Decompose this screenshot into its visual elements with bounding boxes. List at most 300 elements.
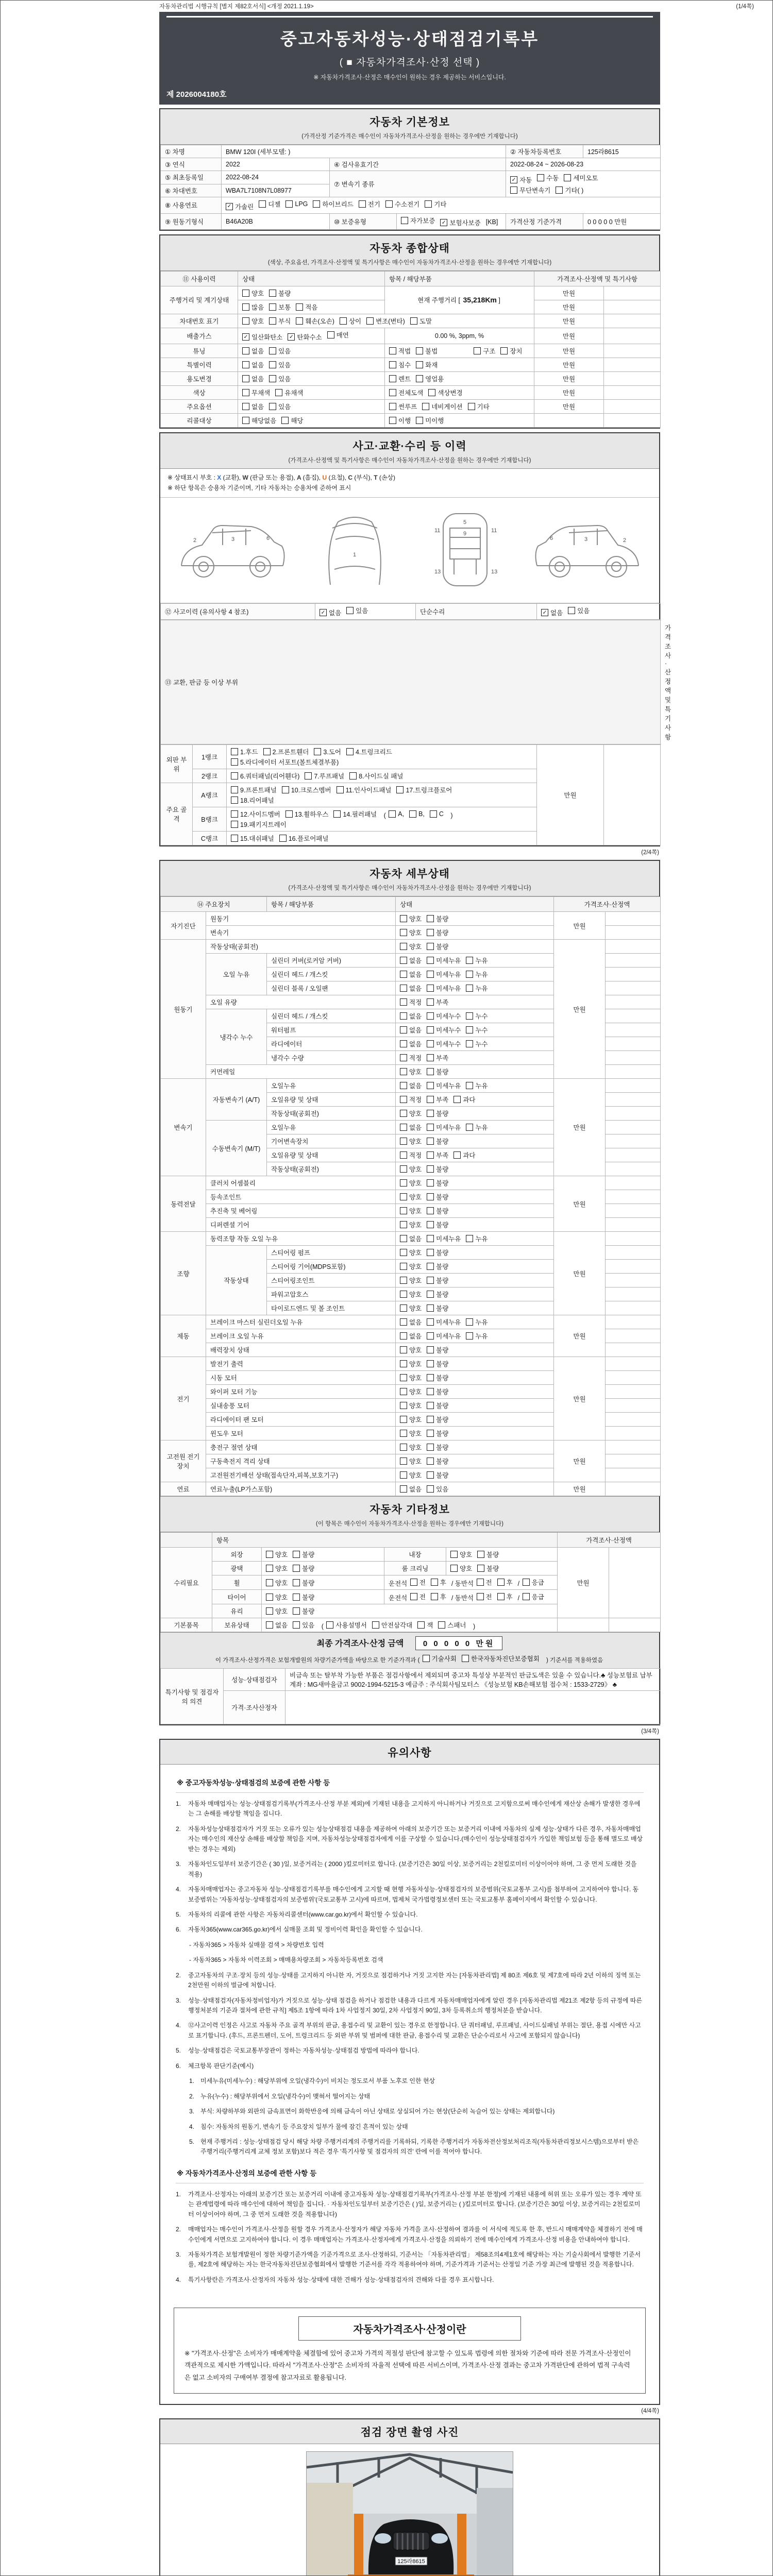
checkbox-하이브리드[interactable] [313,199,353,209]
checkbox-후[interactable] [431,1592,446,1601]
checkbox-box[interactable] [427,1304,434,1312]
checkbox-없음[interactable] [400,1317,422,1327]
checkbox-양호[interactable] [400,928,422,937]
checkbox-box[interactable] [296,317,303,325]
checkbox-box[interactable] [427,1249,434,1256]
checkbox-box[interactable] [231,821,238,828]
checkbox-양호[interactable] [266,1606,288,1616]
checkbox-box[interactable] [282,786,289,793]
checkbox-2.프론트휀더[interactable] [263,747,309,756]
checkbox-양호[interactable] [400,1262,422,1271]
checkbox-box[interactable] [281,417,289,424]
checkbox-있음[interactable] [269,346,291,355]
checkbox-없음[interactable] [400,970,422,979]
checkbox-부족[interactable] [427,1095,448,1104]
checkbox-5.라디에이터 서포트(볼트체결부품)[interactable] [231,757,339,767]
checkbox-box[interactable] [313,200,320,208]
checkbox-box[interactable] [275,389,282,396]
checkbox-불량[interactable] [427,1456,448,1466]
checkbox-box[interactable] [497,1593,505,1600]
checkbox-양호[interactable] [400,1164,422,1174]
checkbox-응급[interactable] [523,1592,544,1601]
checkbox-기술사회[interactable] [423,1654,457,1663]
checkbox-3.도어[interactable] [314,747,341,756]
checkbox-불량[interactable] [427,1137,448,1146]
checkbox-해당없음[interactable] [242,416,276,425]
checkbox-box[interactable] [400,1151,407,1159]
checkbox-수소전기[interactable] [385,199,419,209]
checkbox-box[interactable] [410,1593,417,1600]
checkbox-없음[interactable] [242,402,264,411]
checkbox-불량[interactable] [293,1606,314,1616]
checkbox-디젤[interactable] [259,199,280,209]
checkbox-box[interactable] [427,1179,434,1187]
checkbox-box[interactable] [242,290,249,297]
checkbox-16.플로어패널[interactable] [279,834,329,843]
checkbox-box[interactable] [326,1621,333,1629]
checkbox-C[interactable] [430,810,444,818]
checkbox-해당[interactable] [281,416,303,425]
checkbox-box[interactable] [427,1444,434,1451]
checkbox-box[interactable] [466,957,473,964]
checkbox-box[interactable] [389,361,396,368]
checkbox-box[interactable] [231,772,238,779]
checkbox-box[interactable]: ✓ [510,176,517,183]
checkbox-없음[interactable] [400,1039,422,1048]
checkbox-양호[interactable] [266,1592,288,1602]
checkbox-box[interactable] [427,1430,434,1437]
checkbox-box[interactable] [400,1416,407,1423]
checkbox-기타[interactable] [468,402,490,411]
checkbox-box[interactable] [477,1593,484,1600]
checkbox-box[interactable] [231,758,238,766]
checkbox-box[interactable] [385,200,393,208]
checkbox-전기[interactable] [359,199,380,209]
checkbox-box[interactable] [242,317,249,325]
checkbox-box[interactable] [427,1416,434,1423]
checkbox-box[interactable] [293,1594,300,1601]
checkbox-box[interactable] [422,403,429,410]
checkbox-box[interactable] [427,1332,434,1340]
checkbox-box[interactable] [263,748,271,755]
checkbox-있음[interactable] [346,606,368,615]
checkbox-box[interactable] [431,1593,438,1600]
checkbox-13.휠하우스[interactable] [285,809,329,819]
checkbox-불량[interactable] [427,1443,448,1452]
checkbox-양호[interactable] [400,1248,422,1257]
checkbox-box[interactable] [305,772,312,779]
checkbox-영업용[interactable] [416,374,444,383]
checkbox-없음[interactable] [320,608,341,617]
checkbox-box[interactable] [427,985,434,992]
checkbox-양호[interactable] [400,1345,422,1354]
checkbox-없음[interactable] [541,608,563,617]
checkbox-box[interactable] [427,915,434,922]
checkbox-box[interactable] [372,1621,379,1629]
checkbox-불량[interactable] [293,1550,314,1559]
checkbox-침수[interactable] [389,360,411,369]
checkbox-불량[interactable] [293,1592,314,1602]
checkbox-box[interactable]: ✓ [288,333,295,341]
checkbox-누유[interactable] [466,956,488,965]
checkbox-불량[interactable] [427,1206,448,1215]
checkbox-불량[interactable] [427,1373,448,1382]
checkbox-양호[interactable] [266,1578,288,1587]
checkbox-box[interactable] [266,1579,273,1586]
checkbox-불량[interactable] [427,1220,448,1229]
checkbox-미세누유[interactable] [427,1234,461,1243]
checkbox-10.크로스멤버[interactable] [282,785,331,794]
checkbox-누유[interactable] [466,1317,488,1327]
checkbox-양호[interactable] [400,1220,422,1229]
checkbox-부족[interactable] [427,1053,448,1062]
checkbox-box[interactable] [427,1110,434,1117]
checkbox-box[interactable] [427,1165,434,1173]
checkbox-box[interactable] [427,1012,434,1020]
checkbox-적정[interactable] [400,997,422,1007]
checkbox-box[interactable] [231,835,238,842]
checkbox-box[interactable] [400,1012,407,1020]
checkbox-box[interactable] [416,417,423,424]
checkbox-box[interactable] [450,1551,458,1558]
checkbox-box[interactable] [400,1318,407,1326]
checkbox-무채색[interactable] [242,388,270,397]
checkbox-미세누유[interactable] [427,1331,461,1341]
checkbox-box[interactable] [266,1594,273,1601]
checkbox-box[interactable] [400,998,407,1006]
checkbox-미이행[interactable] [416,416,444,425]
checkbox-불량[interactable] [427,1303,448,1313]
checkbox-미세누수[interactable] [427,1039,461,1048]
checkbox-없음[interactable] [266,1620,288,1630]
checkbox-많음[interactable] [242,302,264,312]
checkbox-불량[interactable] [427,942,448,951]
checkbox-양호[interactable] [400,1415,422,1424]
checkbox-불량[interactable] [427,1248,448,1257]
checkbox-양호[interactable] [400,1373,422,1382]
checkbox-양호[interactable] [266,1550,288,1559]
checkbox-box[interactable] [568,607,575,614]
checkbox-네비게이션[interactable] [422,402,462,411]
checkbox-box[interactable] [293,1551,300,1558]
checkbox-미세누유[interactable] [427,1081,461,1090]
checkbox-box[interactable] [242,403,249,410]
checkbox-한국자동차진단보증협회[interactable] [462,1654,540,1663]
checkbox-box[interactable] [466,1332,473,1340]
checkbox-box[interactable] [242,303,249,311]
checkbox-box[interactable] [400,1138,407,1145]
checkbox-불량[interactable] [427,1429,448,1438]
checkbox-box[interactable] [427,998,434,1006]
checkbox-box[interactable]: ✓ [541,609,548,616]
checkbox-없음[interactable] [400,1331,422,1341]
checkbox-box[interactable] [401,217,408,224]
checkbox-후[interactable] [497,1578,513,1587]
checkbox-양호[interactable] [400,1109,422,1118]
checkbox-box[interactable] [400,1332,407,1340]
checkbox-box[interactable] [400,1458,407,1465]
checkbox-box[interactable] [400,1263,407,1270]
checkbox-box[interactable] [340,317,347,325]
checkbox-불량[interactable] [427,1276,448,1285]
checkbox-스패너[interactable] [438,1620,466,1630]
checkbox-불량[interactable] [427,1470,448,1480]
checkbox-box[interactable] [466,1082,473,1089]
checkbox-box[interactable] [427,1235,434,1242]
checkbox-기타[interactable] [425,199,446,209]
checkbox-box[interactable] [400,1096,407,1103]
checkbox-누유[interactable] [466,1331,488,1341]
checkbox-15.대쉬패널[interactable] [231,834,274,843]
checkbox-box[interactable] [410,317,417,325]
checkbox-box[interactable] [400,1402,407,1409]
checkbox-box[interactable] [466,1026,473,1033]
checkbox-box[interactable] [242,375,249,382]
checkbox-box[interactable] [427,1263,434,1270]
checkbox-box[interactable] [500,347,508,354]
checkbox-썬루프[interactable] [389,402,417,411]
checkbox-누수[interactable] [466,1039,488,1048]
checkbox-box[interactable] [450,1565,458,1572]
checkbox-수동[interactable] [537,173,559,182]
checkbox-box[interactable]: ✓ [242,333,249,341]
checkbox-box[interactable] [266,1565,273,1572]
checkbox-화재[interactable] [416,360,438,369]
checkbox-box[interactable] [400,957,407,964]
checkbox-양호[interactable] [400,1178,422,1188]
checkbox-box[interactable] [417,1621,425,1629]
checkbox-보통[interactable] [269,302,291,312]
checkbox-box[interactable] [293,1607,300,1615]
checkbox-box[interactable] [346,607,354,614]
checkbox-양호[interactable] [450,1550,472,1559]
checkbox-있음[interactable] [568,606,590,615]
checkbox-box[interactable] [427,1026,434,1033]
checkbox-6.쿼터패널(리어휀다)[interactable] [231,771,299,781]
checkbox-불량[interactable] [427,928,448,937]
checkbox-불량[interactable] [427,1164,448,1174]
checkbox-box[interactable] [556,187,563,194]
checkbox-box[interactable] [474,347,481,354]
checkbox-box[interactable] [400,1430,407,1437]
checkbox-box[interactable] [427,1318,434,1326]
checkbox-box[interactable] [400,1207,407,1214]
checkbox-불량[interactable] [427,1109,448,1118]
checkbox-미세누유[interactable] [427,1317,461,1327]
checkbox-box[interactable] [427,1068,434,1075]
checkbox-box[interactable] [427,1346,434,1353]
checkbox-box[interactable] [285,200,293,208]
checkbox-box[interactable] [400,1249,407,1256]
checkbox-양호[interactable] [400,1290,422,1299]
checkbox-box[interactable] [430,810,437,818]
checkbox-box[interactable] [416,375,423,382]
checkbox-box[interactable] [427,1458,434,1465]
checkbox-양호[interactable] [400,1429,422,1438]
checkbox-box[interactable] [327,331,334,338]
checkbox-불량[interactable] [427,1401,448,1410]
checkbox-불량[interactable] [427,1178,448,1188]
checkbox-box[interactable] [427,1054,434,1061]
checkbox-양호[interactable] [400,1192,422,1201]
checkbox-box[interactable] [285,810,293,818]
checkbox-불량[interactable] [269,289,291,298]
checkbox-자가보증[interactable] [401,216,435,225]
checkbox-box[interactable] [425,200,432,208]
checkbox-불량[interactable] [477,1564,499,1573]
checkbox-B,[interactable] [409,810,425,818]
checkbox-box[interactable] [396,786,404,793]
checkbox-box[interactable] [537,174,544,181]
checkbox-있음[interactable] [269,360,291,369]
checkbox-box[interactable] [231,796,238,804]
checkbox-box[interactable] [416,361,423,368]
checkbox-box[interactable] [427,1360,434,1367]
checkbox-양호[interactable] [450,1564,472,1573]
checkbox-box[interactable] [231,748,238,755]
checkbox-box[interactable] [466,1124,473,1131]
checkbox-A,[interactable] [389,810,404,818]
checkbox-탄화수소[interactable] [288,332,322,342]
checkbox-적정[interactable] [400,1053,422,1062]
checkbox-box[interactable] [337,786,344,793]
checkbox-box[interactable] [400,1110,407,1117]
checkbox-box[interactable] [453,1151,461,1159]
checkbox-box[interactable] [266,1607,273,1615]
checkbox-불법[interactable] [416,346,438,355]
checkbox-box[interactable] [468,403,475,410]
checkbox-양호[interactable] [400,1456,422,1466]
checkbox-불량[interactable] [427,1290,448,1299]
checkbox-box[interactable] [427,943,434,950]
checkbox-box[interactable] [400,1360,407,1367]
checkbox-box[interactable] [400,915,407,922]
checkbox-box[interactable] [269,403,276,410]
checkbox-box[interactable] [400,1471,407,1479]
checkbox-box[interactable] [477,1579,484,1586]
checkbox-누유[interactable] [466,970,488,979]
checkbox-누수[interactable] [466,1025,488,1035]
checkbox-잭[interactable] [417,1620,433,1630]
checkbox-box[interactable] [400,1374,407,1381]
checkbox-18.리어패널[interactable] [231,795,274,805]
checkbox-불량[interactable] [427,1262,448,1271]
checkbox-box[interactable] [279,835,287,842]
checkbox-1.후드[interactable] [231,747,258,756]
checkbox-box[interactable] [346,748,354,755]
checkbox-box[interactable] [431,1579,438,1586]
checkbox-전[interactable] [477,1578,492,1587]
checkbox-box[interactable] [410,1579,417,1586]
checkbox-양호[interactable] [400,1276,422,1285]
checkbox-없음[interactable] [242,374,264,383]
checkbox-box[interactable] [427,1124,434,1131]
checkbox-가솔린[interactable] [226,202,254,211]
checkbox-훼손(오손)[interactable] [296,316,334,326]
checkbox-box[interactable] [400,1082,407,1089]
checkbox-box[interactable] [359,200,366,208]
checkbox-누수[interactable] [466,1011,488,1021]
checkbox-안전삼각대[interactable] [372,1620,412,1630]
checkbox-없음[interactable] [400,1123,422,1132]
checkbox-box[interactable] [400,1388,407,1395]
checkbox-box[interactable] [523,1593,530,1600]
checkbox-box[interactable] [466,1235,473,1242]
checkbox-없음[interactable] [400,1484,422,1494]
checkbox-box[interactable] [427,1485,434,1493]
checkbox-양호[interactable] [400,1387,422,1396]
checkbox-적음[interactable] [296,302,317,312]
checkbox-있음[interactable] [269,374,291,383]
checkbox-누유[interactable] [466,1234,488,1243]
checkbox-box[interactable] [231,810,238,818]
checkbox-box[interactable]: ✓ [226,203,233,210]
checkbox-전[interactable] [477,1592,492,1601]
checkbox-이행[interactable] [389,416,411,425]
checkbox-14.필러패널[interactable] [333,809,377,819]
checkbox-box[interactable] [427,1040,434,1047]
checkbox-box[interactable] [349,772,357,779]
checkbox-box[interactable] [427,1082,434,1089]
checkbox-box[interactable] [427,1207,434,1214]
checkbox-자동[interactable] [510,175,532,184]
checkbox-양호[interactable] [400,1137,422,1146]
checkbox-양호[interactable] [400,1401,422,1410]
checkbox-누유[interactable] [466,1081,488,1090]
checkbox-LPG[interactable] [285,200,308,208]
checkbox-불량[interactable] [293,1564,314,1573]
checkbox-box[interactable] [400,929,407,936]
checkbox-적정[interactable] [400,1095,422,1104]
checkbox-미세누유[interactable] [427,984,461,993]
checkbox-box[interactable] [427,1277,434,1284]
checkbox-4.트렁크리드[interactable] [346,747,392,756]
checkbox-box[interactable] [400,1124,407,1131]
checkbox-box[interactable] [466,1012,473,1020]
checkbox-box[interactable] [427,1221,434,1228]
checkbox-유채색[interactable] [275,388,303,397]
checkbox-불량[interactable] [293,1578,314,1587]
checkbox-box[interactable] [427,1138,434,1145]
checkbox-있음[interactable] [427,1484,448,1494]
checkbox-색상변경[interactable] [428,388,462,397]
checkbox-누유[interactable] [466,984,488,993]
checkbox-상이[interactable] [340,316,361,326]
checkbox-도말[interactable] [410,316,432,326]
checkbox-box[interactable] [266,1621,273,1629]
checkbox-box[interactable] [477,1551,484,1558]
checkbox-불량[interactable] [427,1359,448,1368]
checkbox-과다[interactable] [453,1095,475,1104]
checkbox-양호[interactable] [266,1564,288,1573]
checkbox-box[interactable] [269,361,276,368]
checkbox-box[interactable] [242,347,249,354]
checkbox-box[interactable]: ✓ [440,219,447,226]
checkbox-box[interactable] [400,1040,407,1047]
checkbox-없음[interactable] [242,346,264,355]
checkbox-box[interactable] [510,187,517,194]
checkbox-양호[interactable] [400,914,422,923]
checkbox-8.사이드실 패널[interactable] [349,771,403,781]
checkbox-불량[interactable] [427,914,448,923]
checkbox-box[interactable] [242,417,249,424]
checkbox-box[interactable] [423,1655,430,1662]
checkbox-box[interactable] [438,1621,445,1629]
checkbox-불량[interactable] [427,1067,448,1076]
checkbox-미세누유[interactable] [427,1123,461,1132]
checkbox-사용설명서[interactable] [326,1620,366,1630]
checkbox-양호[interactable] [400,1206,422,1215]
